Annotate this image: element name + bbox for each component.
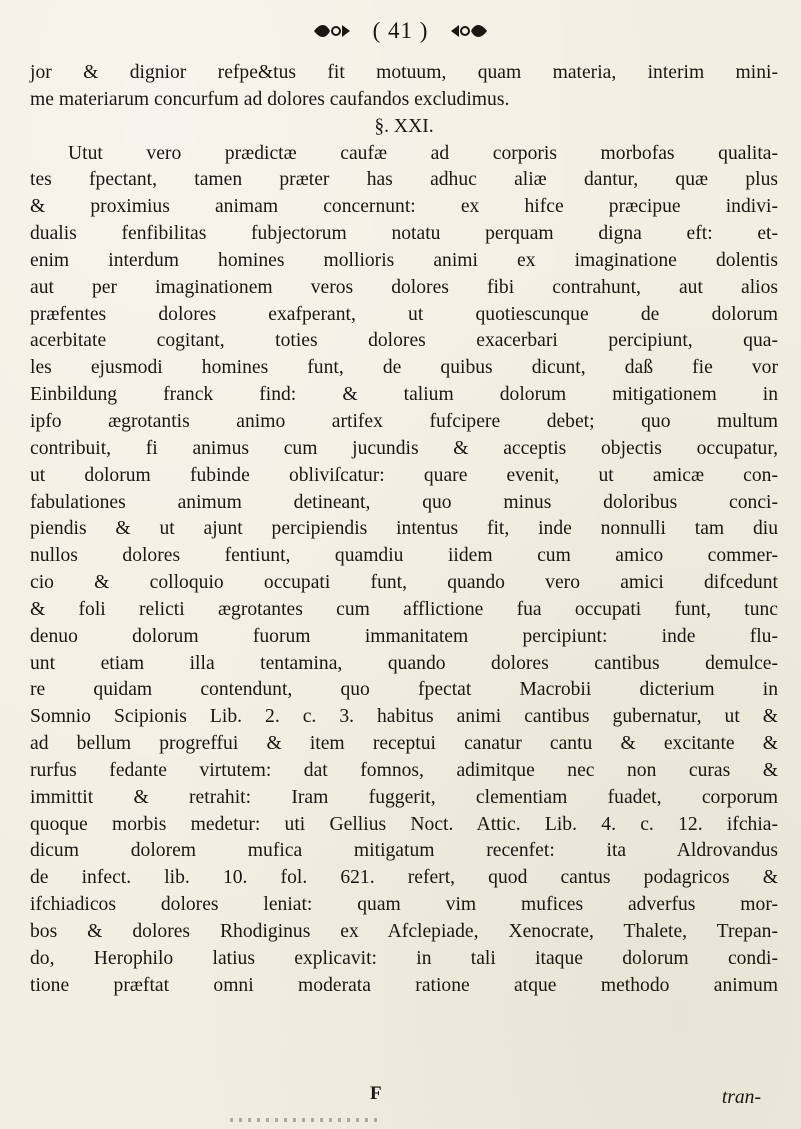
section-heading: §. XXI. [374,115,434,137]
text-line: jor & dignior refpe&tus fit motuum, quam materia, interim mini- [30,62,778,83]
bleed-through-marks [230,1118,380,1122]
text-line: de infect. lib. 10. fol. 621. refert, quod cantus podagricos & [30,867,778,889]
text-line: quoque morbis medetur: uti Gellius Noct. Attic. Lib. 4. c. 12. ifchia- [30,813,778,835]
text-line: les ejusmodi homines funt, de quibus dicunt, daß fie vor [30,357,778,379]
right-fleuron-icon [449,21,489,41]
text-line: dicum dolorem mufica mitigatum recenfet: ita Aldrovandus [30,840,778,862]
text-line: me materiarum concurfum ad dolores caufandos excludimus. [30,88,510,110]
running-header [0,16,801,56]
text-line: contribuit, fi animus cum jucundis & acceptis objectis occupatur, [30,437,778,459]
text-line: bos & dolores Rhodiginus ex Afclepiade, Xenocrate, Thalete, Trepan- [30,921,778,942]
text-line: & proximius animam concernunt: ex hifce præcipue indivi- [30,196,778,218]
text-line: ipfo ægrotantis animo artifex fufcipere debet; quo multum [30,410,778,432]
text-line: ifchiadicos dolores leniat: quam vim mufices adverfus mor- [30,894,778,916]
text-line: dualis fenfibilitas fubjectorum notatu perquam digna eft: et- [30,223,778,245]
text-line: tione præftat omni moderata ratione atque methodo animum [30,974,778,996]
text-line: ut dolorum fubinde obliviſcatur: quare evenit, ut amicæ con- [30,464,778,486]
text-line: Einbildung franck find: & talium dolorum mitigationem in [30,384,778,406]
text-line: ad bellum progreffui & item receptui canatur cantu & excitante & [30,733,778,755]
body-text [30,60,778,1000]
text-line: enim interdum homines mollioris animi ex imaginatione dolentis [30,249,778,271]
text-line: cio & colloquio occupati funt, quando vero amici difcedunt [30,572,778,594]
text-line: & foli relicti ægrotantes cum afflictione fua occupati funt, tunc [30,598,778,620]
text-line: piendis & ut ajunt percipiendis intentus fit, inde nonnulli tam diu [30,518,778,540]
text-line: do, Herophilo latius explicavit: in tali itaque dolorum condi- [30,947,778,969]
text-line: immittit & retrahit: Iram fuggerit, clementiam fuadet, corporum [30,786,778,808]
signature-mark: F [370,1083,382,1104]
text-line: unt etiam illa tentamina, quando dolores cantibus demulce- [30,652,778,674]
text-line: præfentes dolores exafperant, ut quotiescunque de dolorum [30,303,778,325]
page-number: ( 41 ) [372,17,429,43]
text-line: denuo dolorum fuorum immanitatem percipiunt: inde flu- [30,625,778,647]
text-line: tes fpectant, tamen præter has adhuc aliæ dantur, quæ plus [30,169,778,191]
left-fleuron-icon [312,21,352,41]
text-line: nullos dolores fentiunt, quamdiu iidem cum amico commer- [30,545,778,567]
text-line: fabulationes animum detineant, quo minus doloribus conci- [30,491,778,513]
text-line: Utut vero prædictæ caufæ ad corporis morbofas qualita- [68,142,778,164]
text-line: acerbitate cogitant, toties dolores exacerbari percipiunt, qua- [30,330,778,352]
catchword: tran- [721,1087,761,1108]
text-line: Somnio Scipionis Lib. 2. c. 3. habitus animi cantibus gubernatur, ut & [30,706,778,728]
text-line: rurfus fedante virtutem: dat fomnos, adimitque nec non curas & [30,759,778,781]
text-line: aut per imaginationem veros dolores fibi contrahunt, aut alios [30,276,778,298]
text-line: re quidam contendunt, quo fpectat Macrobii dicterium in [30,679,778,701]
